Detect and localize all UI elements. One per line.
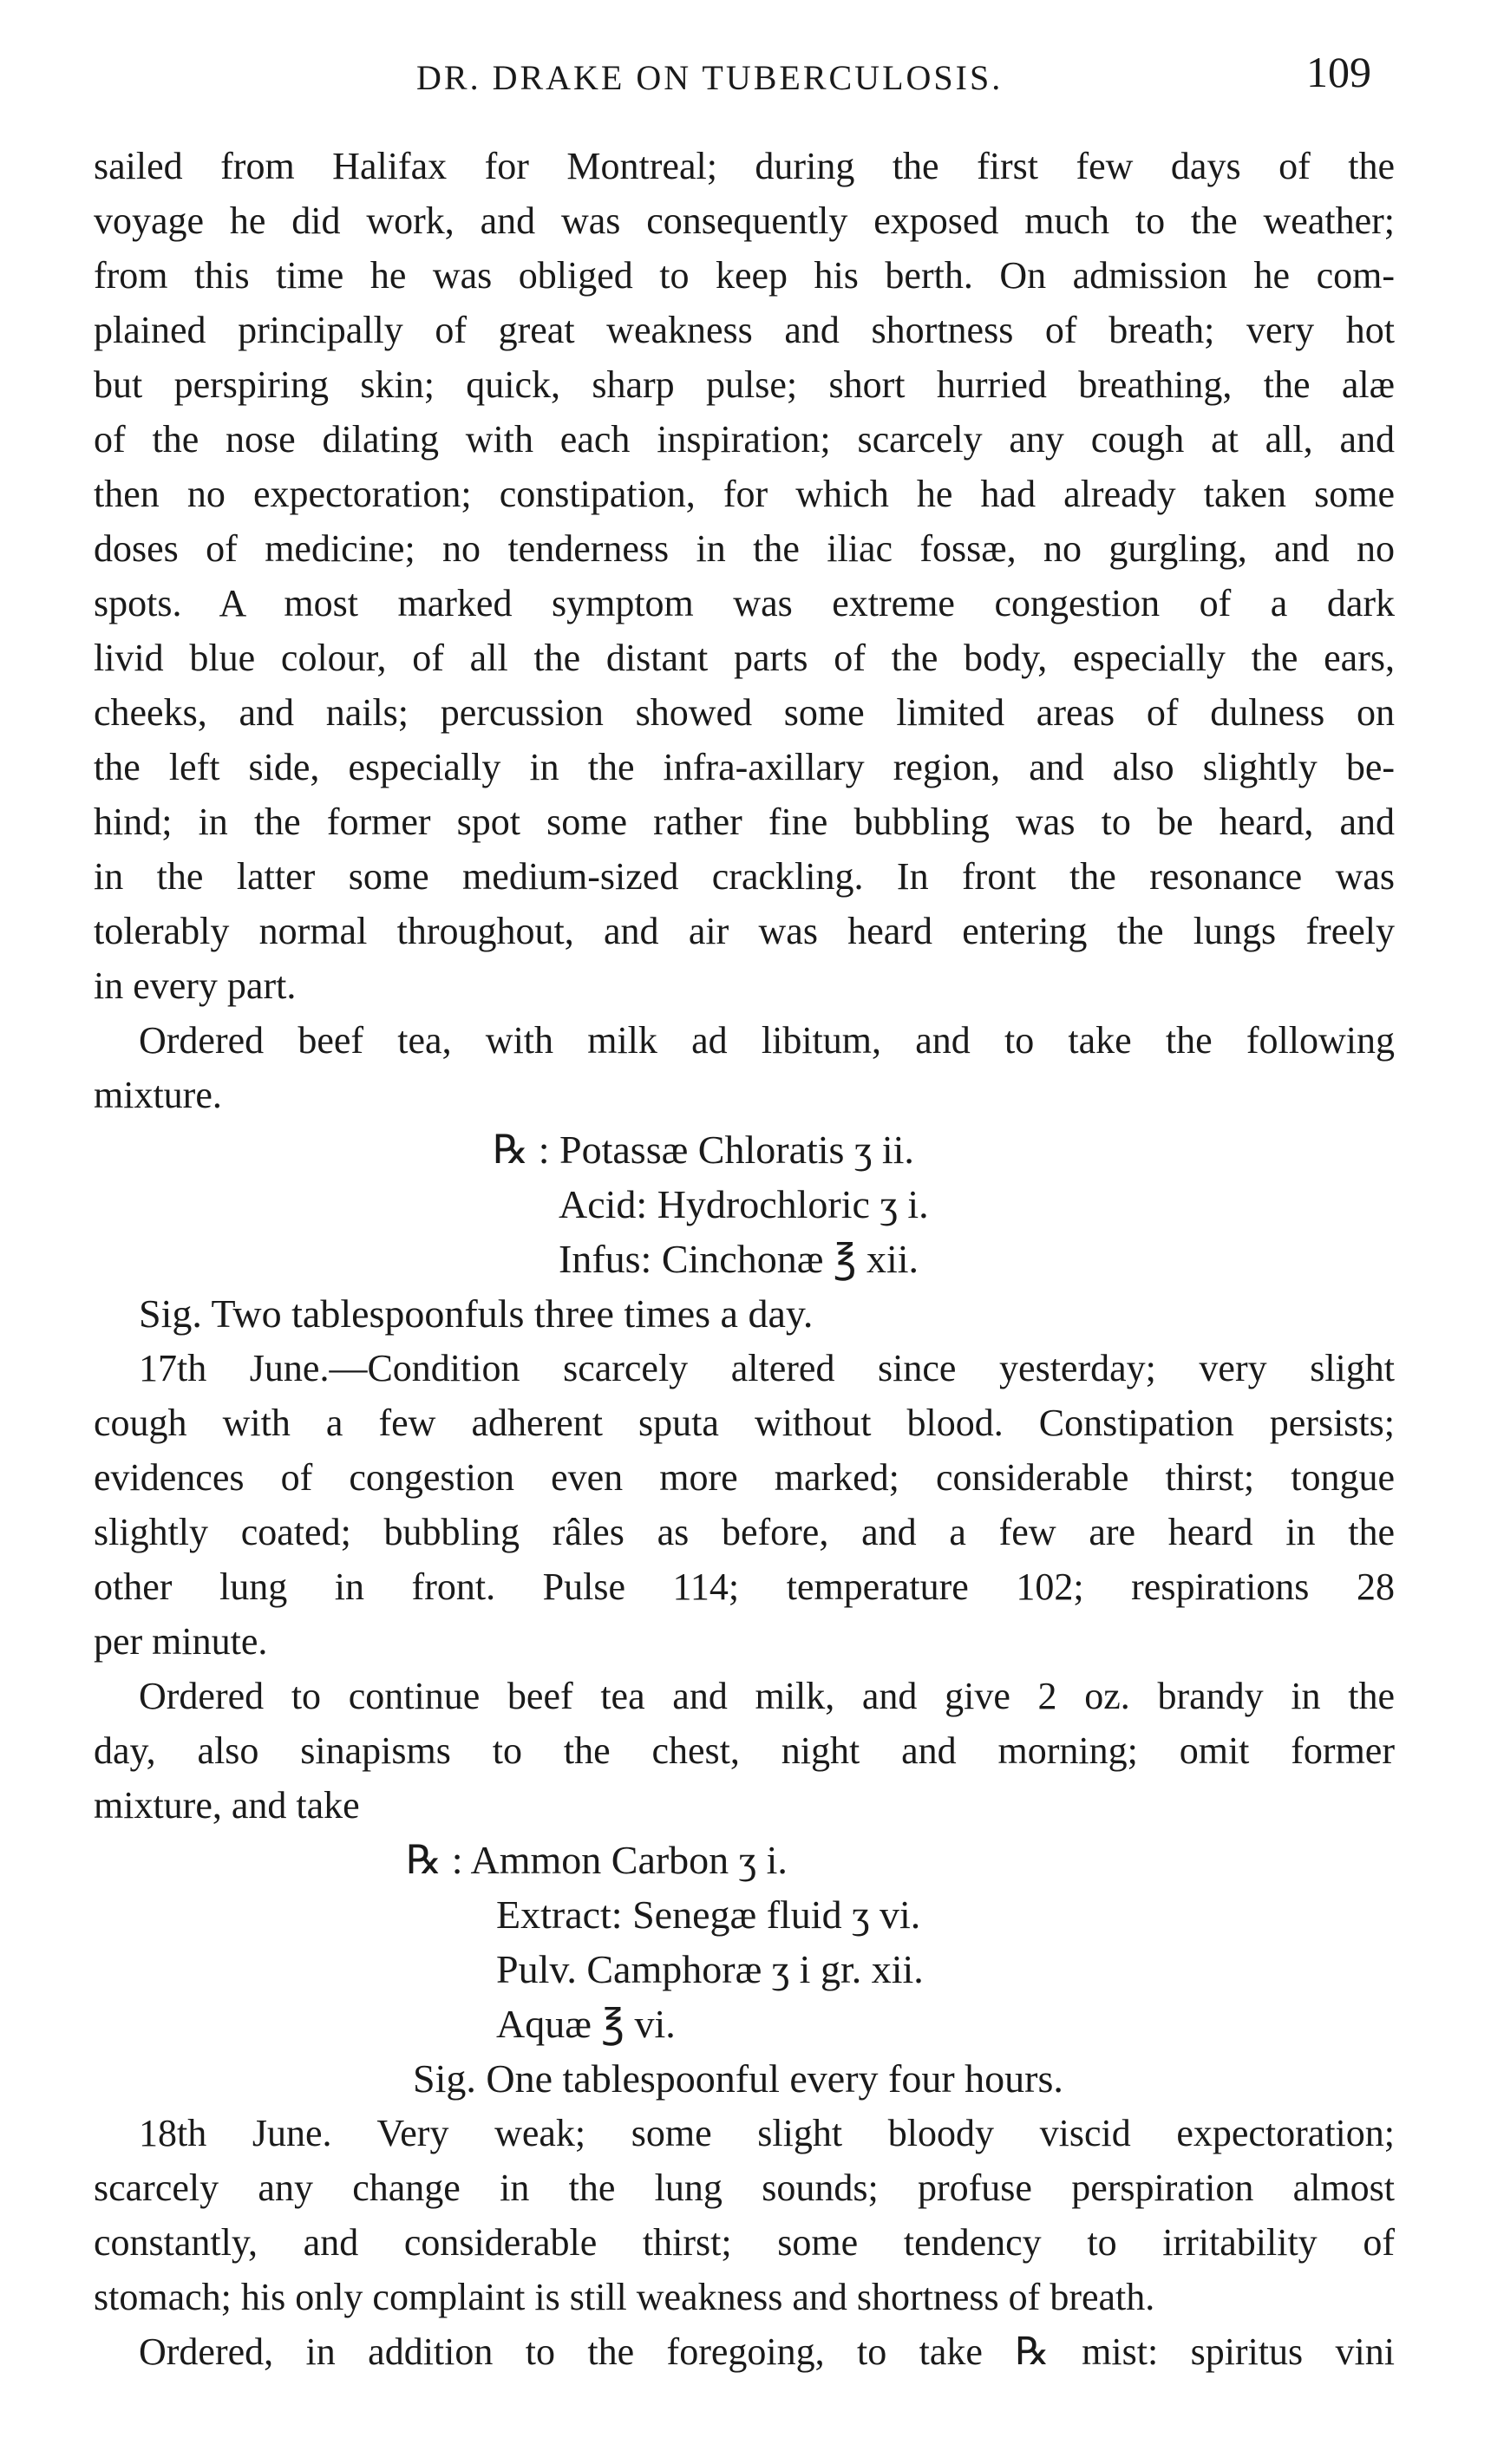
text-line: voyage he did work, and was consequently exposed much to the weather; <box>94 199 1395 242</box>
text-line: mixture. <box>94 1074 222 1116</box>
prescription-line: Infus: Cinchonæ ℥ xii. <box>559 1237 919 1281</box>
text-line: then no expectoration; constipation, for which he had already taken some <box>94 473 1395 515</box>
text-line: livid blue colour, of all the distant parts of the body, especially the ears, <box>94 637 1395 679</box>
text-line: from this time he was obliged to keep his berth. On admission he com- <box>94 254 1395 297</box>
text-line: Ordered beef tea, with milk ad libitum, and to take the following <box>139 1019 1395 1062</box>
prescription-sig: Sig. Two tablespoonfuls three times a day. <box>139 1291 814 1336</box>
text-line: 18th June. Very weak; some slight bloody viscid expectoration; <box>139 2112 1395 2154</box>
text-line: tolerably normal throughout, and air was heard entering the lungs freely <box>94 910 1395 952</box>
text-line: plained principally of great weakness and shortness of breath; very hot <box>94 309 1395 351</box>
text-line: per minute. <box>94 1620 268 1663</box>
text-line: cough with a few adherent sputa without blood. Constipation persists; <box>94 1402 1395 1444</box>
text-line: other lung in front. Pulse 114; temperature 102; respirations 28 <box>94 1565 1395 1608</box>
text-line: in every part. <box>94 964 297 1007</box>
prescription-1 <box>94 1122 1395 1341</box>
text-line: in the latter some medium-sized crackling. In front the resonance was <box>94 855 1395 898</box>
page-header <box>0 42 1491 102</box>
text-line: constantly, and considerable thirst; some tendency to irritability of <box>94 2221 1395 2264</box>
paragraph-case-history <box>94 139 1395 1013</box>
text-line: spots. A most marked symptom was extreme congestion of a dark <box>94 582 1395 624</box>
text-line: slightly coated; bubbling râles as before, and a few are heard in the <box>94 1511 1395 1553</box>
text-line: hind; in the former spot some rather fine bubbling was to be heard, and <box>94 801 1395 843</box>
text-line: Ordered to continue beef tea and milk, and give 2 oz. brandy in the <box>139 1675 1395 1717</box>
paragraph-order-1 <box>94 1013 1395 1122</box>
prescription-sig: Sig. One tablespoonful every four hours. <box>413 2056 1063 2101</box>
prescription-line: ℞ : Potassæ Chloratis ʒ ii. <box>493 1127 914 1172</box>
paragraph-18th-june <box>94 2106 1395 2324</box>
text-line: Ordered, in addition to the foregoing, to take ℞ mist: spiritus vini <box>139 2330 1395 2373</box>
page-number: 109 <box>1306 48 1371 96</box>
paragraph-17th-june <box>94 1341 1395 1669</box>
running-head: DR. DRAKE ON TUBERCULOSIS. <box>416 58 1004 97</box>
text-line: 17th June.—Condition scarcely altered since yesterday; very slight <box>139 1347 1395 1389</box>
prescription-line: Pulv. Camphoræ ʒ i gr. xii. <box>496 1947 924 1991</box>
text-line: day, also sinapisms to the chest, night and morning; omit former <box>94 1729 1395 1772</box>
text-line: doses of medicine; no tenderness in the iliac fossæ, no gurgling, and no <box>94 527 1395 570</box>
text-line: cheeks, and nails; percussion showed some limited areas of dulness on <box>94 691 1395 734</box>
text-line: sailed from Halifax for Montreal; during the first few days of the <box>94 145 1395 187</box>
text-line: scarcely any change in the lung sounds; profuse perspiration almost <box>94 2167 1395 2209</box>
text-line: but perspiring skin; quick, sharp pulse; short hurried breathing, the alæ <box>94 363 1395 406</box>
prescription-line: ℞ : Ammon Carbon ʒ i. <box>406 1838 788 1882</box>
text-line: evidences of congestion even more marked; considerable thirst; tongue <box>94 1456 1395 1499</box>
text-line: mixture, and take <box>94 1784 360 1827</box>
prescription-line: Acid: Hydrochloric ʒ i. <box>559 1182 929 1226</box>
text-line: of the nose dilating with each inspiration; scarcely any cough at all, and <box>94 418 1395 461</box>
prescription-line: Extract: Senegæ fluid ʒ vi. <box>496 1892 921 1937</box>
prescription-2 <box>94 1833 1395 2106</box>
paragraph-order-3 <box>94 2324 1395 2379</box>
body-text <box>94 139 1395 2379</box>
text-line: the left side, especially in the infra-axillary region, and also slightly be- <box>94 746 1395 788</box>
text-line: stomach; his only complaint is still weakness and shortness of breath. <box>94 2276 1155 2318</box>
paragraph-order-2 <box>94 1669 1395 1833</box>
prescription-line: Aquæ ℥ vi. <box>496 2002 676 2046</box>
